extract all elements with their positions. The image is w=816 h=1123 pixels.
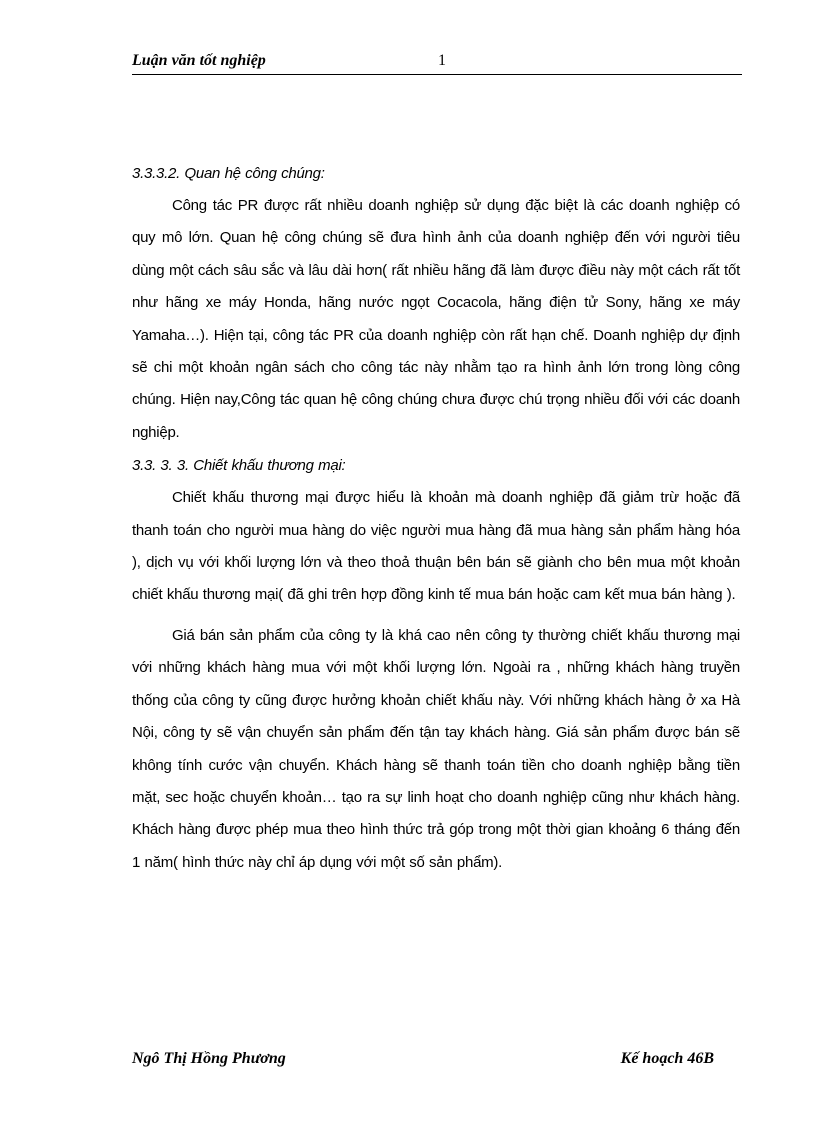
header-title: Luận văn tốt nghiệp xyxy=(132,52,266,69)
page-number: 1 xyxy=(438,52,446,69)
footer-author: Ngô Thị Hồng Phương xyxy=(132,1050,286,1067)
document-body xyxy=(132,157,740,879)
section-heading-public-relations: 3.3.3.2. Quan hệ công chúng: xyxy=(132,165,325,182)
paragraph-trade-discount-policy: Giá bán sản phẩm của công ty là khá cao nên công ty thường chiết khấu thương mại với những khách hàng mua với một khối lượng lớn. Ngoài ra , những khách hàng truyền thống của công ty cũng được hưởng khoản chiết khấu này. Với những khách hàng ở xa Hà Nội, công ty sẽ vận chuyển sản phẩm đến tận tay khách hàng. Giá sản phẩm được bán sẽ không tính cước vận chuyển. Khách hàng sẽ thanh toán tiền cho doanh nghiệp bằng tiền mặt, sec hoặc chuyển khoản… tạo ra sự linh hoạt cho doanh nghiệp cũng như khách hàng. Khách hàng được phép mua theo hình thức trả góp trong một thời gian khoảng 6 tháng đến 1 năm( hình thức này chỉ áp dụng với một số sản phẩm). xyxy=(132,626,740,871)
footer-class: Kế hoạch 46B xyxy=(620,1050,714,1067)
paragraph-trade-discount-definition: Chiết khấu thương mại được hiểu là khoản mà doanh nghiệp đã giảm trừ hoặc đã thanh toán cho người mua hàng do việc người mua hàng đã mua hàng sản phẩm hàng hóa ), dịch vụ với khối lượng lớn và theo thoả thuận bên bán sẽ giành cho bên mua một khoản chiết khấu thương mại( đã ghi trên hợp đồng kinh tế mua bán hoặc cam kết mua bán hàng ). xyxy=(132,489,740,604)
paragraph-public-relations: Công tác PR được rất nhiều doanh nghiệp sử dụng đặc biệt là các doanh nghiệp có quy mô lớn. Quan hệ công chúng sẽ đưa hình ảnh của doanh nghiệp đến với người tiêu dùng một cách sâu sắc và lâu dài hơn( rất nhiều hãng đã làm được điều này một cách rất tốt như hãng xe máy Honda, hãng nước ngọt Cocacola, hãng điện tử Sony, hãng xe máy Yamaha…). Hiện tại, công tác PR của doanh nghiệp còn rất hạn chế. Doanh nghiệp dự định sẽ chi một khoản ngân sách cho công tác này nhằm tạo ra hình ảnh lớn trong lòng công chúng. Hiện nay,Công tác quan hệ công chúng chưa được chú trọng nhiều đối với các doanh nghiệp. xyxy=(132,197,740,441)
paragraph-spacer xyxy=(132,612,740,620)
section-heading-trade-discount: 3.3. 3. 3. Chiết khấu thương mại: xyxy=(132,457,346,475)
page-header xyxy=(132,50,742,75)
